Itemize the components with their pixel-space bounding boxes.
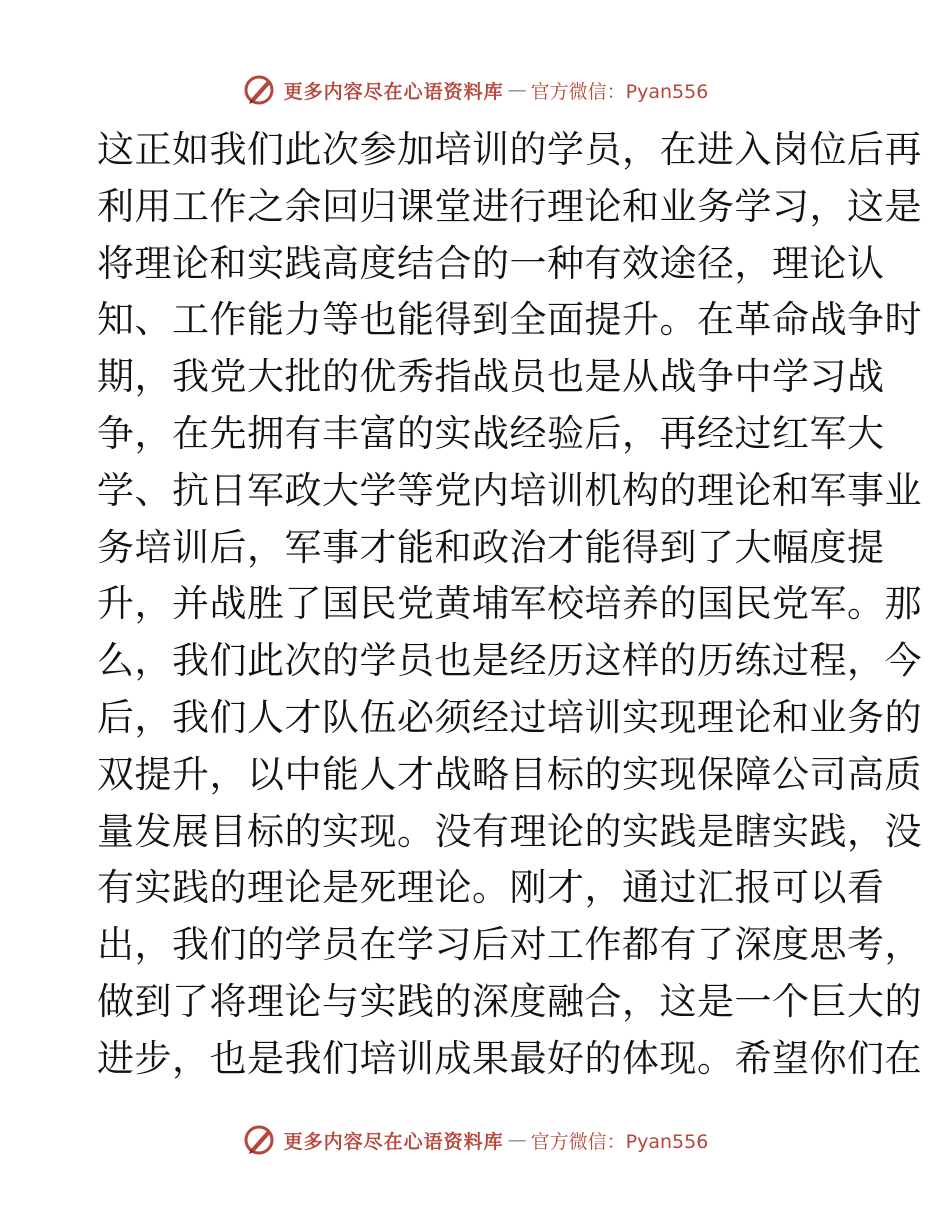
text-line: 么，我们此次的学员也是经历这样的历练过程，今 [97, 639, 922, 683]
watermark-separator: — [507, 1129, 527, 1151]
text-line: 知、工作能力等也能得到全面提升。在革命战争时 [97, 298, 922, 342]
text-line: 利用工作之余回归课堂进行理论和业务学习，这是 [97, 184, 922, 228]
footer-watermark [0, 1120, 950, 1160]
text-line: 做到了将理论与实践的深度融合，这是一个巨大的 [97, 979, 922, 1023]
text-line: 务培训后，军事才能和政治才能得到了大幅度提 [97, 525, 885, 569]
text-line: 量发展目标的实现。没有理论的实践是瞎实践，没 [97, 809, 922, 853]
watermark-contact-text: 官方微信：Pyan556 [530, 1130, 709, 1153]
document-body [97, 122, 922, 1088]
header-watermark [0, 70, 950, 110]
text-line: 学、抗日军政大学等党内培训机构的理论和军事业 [97, 468, 922, 512]
watermark-main-text: 更多内容尽在心语资料库 [283, 80, 504, 103]
pen-logo-icon [242, 1123, 276, 1157]
text-line: 期，我党大批的优秀指战员也是从战争中学习战 [97, 355, 885, 399]
text-line: 争，在先拥有丰富的实战经验后，再经过红军大 [97, 411, 885, 455]
text-line: 双提升，以中能人才战略目标的实现保障公司高质 [97, 752, 922, 796]
watermark-contact-text: 官方微信：Pyan556 [530, 80, 709, 103]
text-line: 将理论和实践高度结合的一种有效途径，理论认 [97, 241, 885, 285]
text-line: 进步，也是我们培训成果最好的体现。希望你们在 [97, 1036, 922, 1080]
text-line: 这正如我们此次参加培训的学员，在进入岗位后再 [97, 128, 922, 171]
watermark-main-text: 更多内容尽在心语资料库 [283, 1130, 504, 1153]
text-line: 升，并战胜了国民党黄埔军校培养的国民党军。那 [97, 582, 922, 626]
pen-logo-icon [242, 73, 276, 107]
text-line: 后，我们人才队伍必须经过培训实现理论和业务的 [97, 695, 922, 739]
watermark-separator: — [507, 79, 527, 101]
text-line: 出，我们的学员在学习后对工作都有了深度思考， [97, 923, 922, 967]
text-line: 有实践的理论是死理论。刚才，通过汇报可以看 [97, 866, 885, 910]
